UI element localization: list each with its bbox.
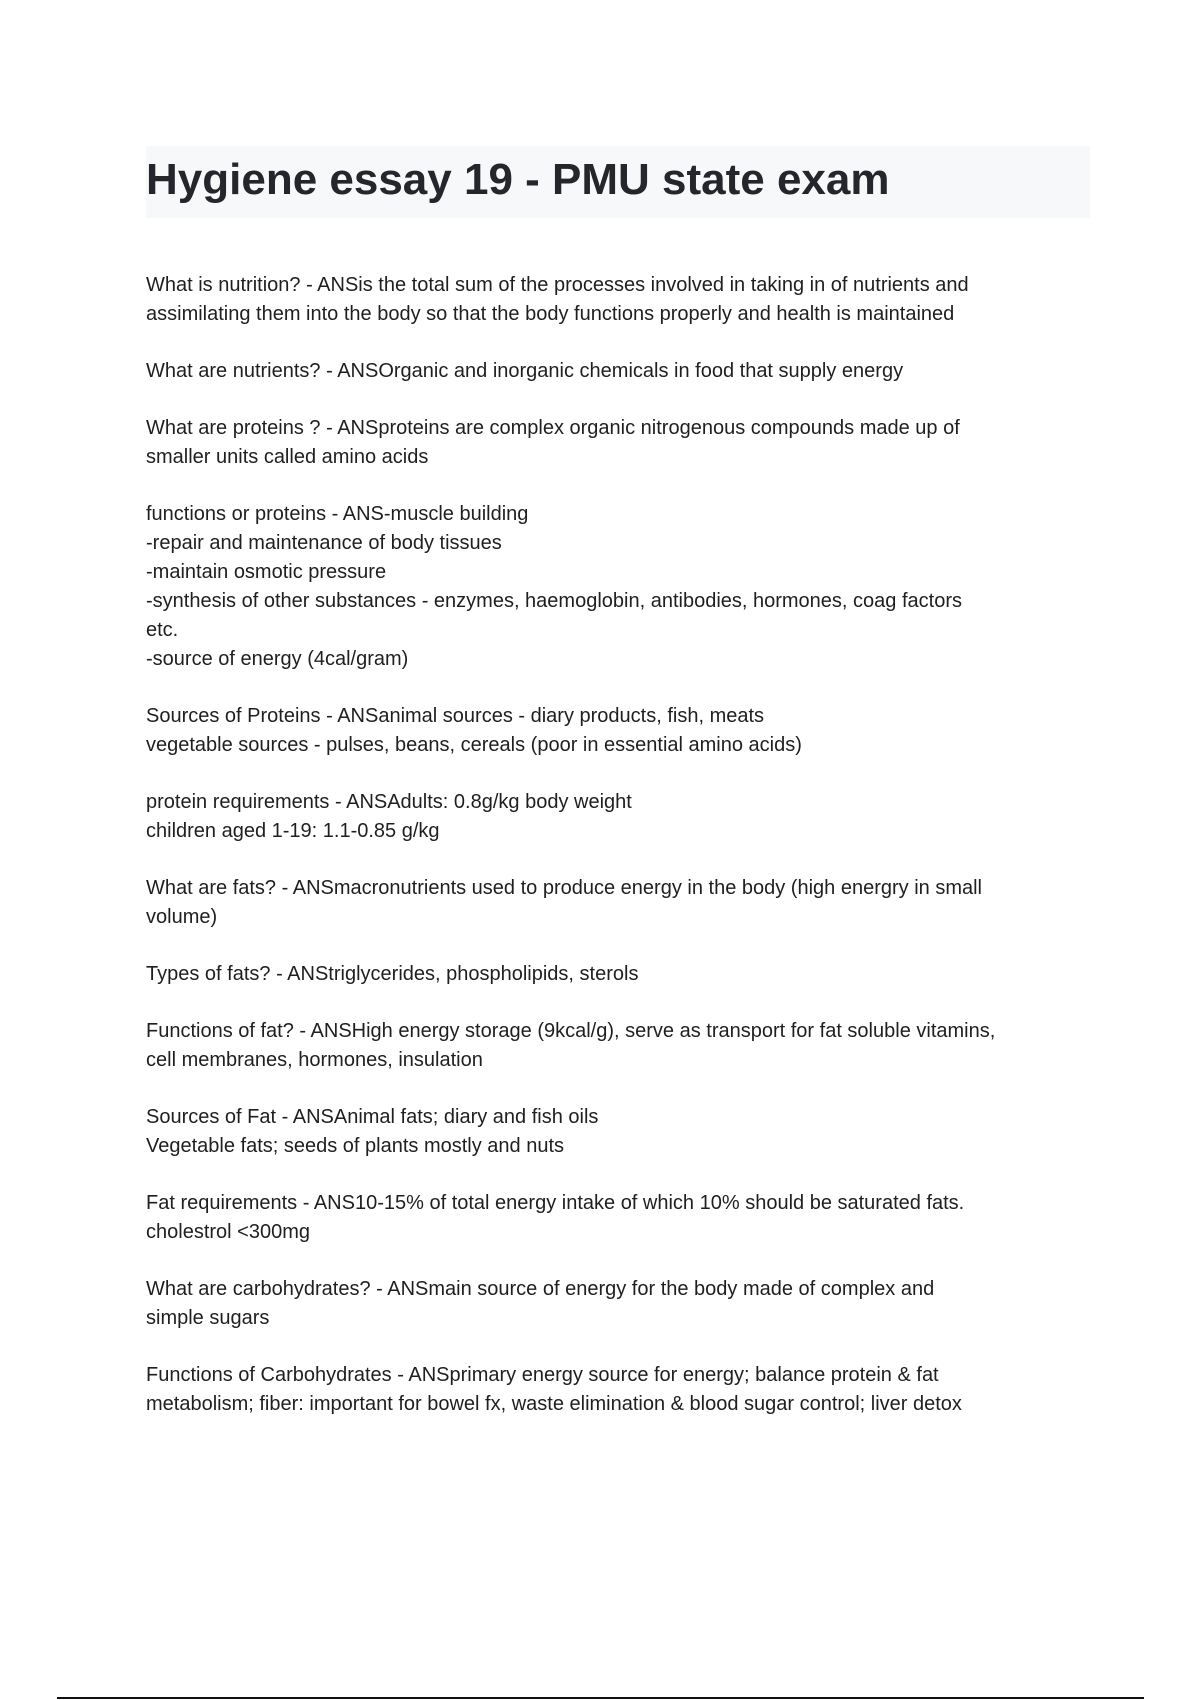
- qa-entry-line: Fat requirements - ANS10-15% of total energy intake of which 10% should be saturated fats.: [146, 1192, 965, 1214]
- qa-entry: [146, 271, 1096, 329]
- qa-entry-line: smaller units called amino acids: [146, 446, 429, 468]
- qa-entry-line: What are carbohydrates? - ANSmain source of energy for the body made of complex and: [146, 1278, 935, 1300]
- qa-entry: [146, 500, 1096, 674]
- qa-entry-line: Sources of Proteins - ANSanimal sources - diary products, fish, meats: [146, 705, 765, 727]
- qa-entry-line: cell membranes, hormones, insulation: [146, 1049, 483, 1071]
- qa-entry-line: What is nutrition? - ANSis the total sum of the processes involved in taking in of nutrients and: [146, 274, 969, 296]
- qa-entry-line: Functions of Carbohydrates - ANSprimary energy source for energy; balance protein & fat: [146, 1364, 939, 1386]
- qa-entry-line: Vegetable fats; seeds of plants mostly and nuts: [146, 1135, 565, 1157]
- qa-entry-line: cholestrol <300mg: [146, 1221, 310, 1243]
- title-banner: [146, 146, 1090, 218]
- qa-entry: [146, 702, 1096, 760]
- qa-entry: [146, 788, 1096, 846]
- qa-entry: [146, 1017, 1096, 1075]
- qa-entry: [146, 1275, 1096, 1333]
- qa-entry-line: Functions of fat? - ANSHigh energy storage (9kcal/g), serve as transport for fat soluble vitamins,: [146, 1020, 996, 1042]
- qa-entry-line: -source of energy (4cal/gram): [146, 648, 409, 670]
- qa-entry-line: What are proteins ? - ANSproteins are complex organic nitrogenous compounds made up of: [146, 417, 960, 439]
- qa-entry-line: -repair and maintenance of body tissues: [146, 532, 502, 554]
- qa-entry-line: children aged 1-19: 1.1-0.85 g/kg: [146, 820, 440, 842]
- qa-entry-line: metabolism; fiber: important for bowel fx, waste elimination & blood sugar control; liver detox: [146, 1393, 962, 1415]
- qa-entry-line: protein requirements - ANSAdults: 0.8g/kg body weight: [146, 791, 632, 813]
- qa-entry-line: simple sugars: [146, 1307, 270, 1329]
- qa-entry-line: Sources of Fat - ANSAnimal fats; diary and fish oils: [146, 1106, 599, 1128]
- qa-entry-line: -maintain osmotic pressure: [146, 561, 387, 583]
- qa-list: [146, 271, 1096, 1447]
- qa-entry: [146, 1189, 1096, 1247]
- qa-entry-line: What are fats? - ANSmacronutrients used to produce energy in the body (high energry in small: [146, 877, 982, 899]
- qa-entry-line: etc.: [146, 619, 179, 641]
- qa-entry: [146, 1361, 1096, 1419]
- page-bottom-divider: [57, 1697, 1144, 1699]
- qa-entry-line: volume): [146, 906, 218, 928]
- qa-entry: [146, 357, 1096, 386]
- qa-entry-line: -synthesis of other substances - enzymes, haemoglobin, antibodies, hormones, coag factors: [146, 590, 962, 612]
- qa-entry: [146, 1103, 1096, 1161]
- page-title: Hygiene essay 19 - PMU state exam: [146, 155, 890, 204]
- qa-entry-line: vegetable sources - pulses, beans, cereals (poor in essential amino acids): [146, 734, 802, 756]
- qa-entry-line: assimilating them into the body so that the body functions properly and health is maintained: [146, 303, 955, 325]
- qa-entry-line: Types of fats? - ANStriglycerides, phospholipids, sterols: [146, 963, 639, 985]
- qa-entry: [146, 874, 1096, 932]
- qa-entry: [146, 414, 1096, 472]
- qa-entry: [146, 960, 1096, 989]
- qa-entry-line: functions or proteins - ANS-muscle building: [146, 503, 529, 525]
- qa-entry-line: What are nutrients? - ANSOrganic and inorganic chemicals in food that supply energy: [146, 360, 904, 382]
